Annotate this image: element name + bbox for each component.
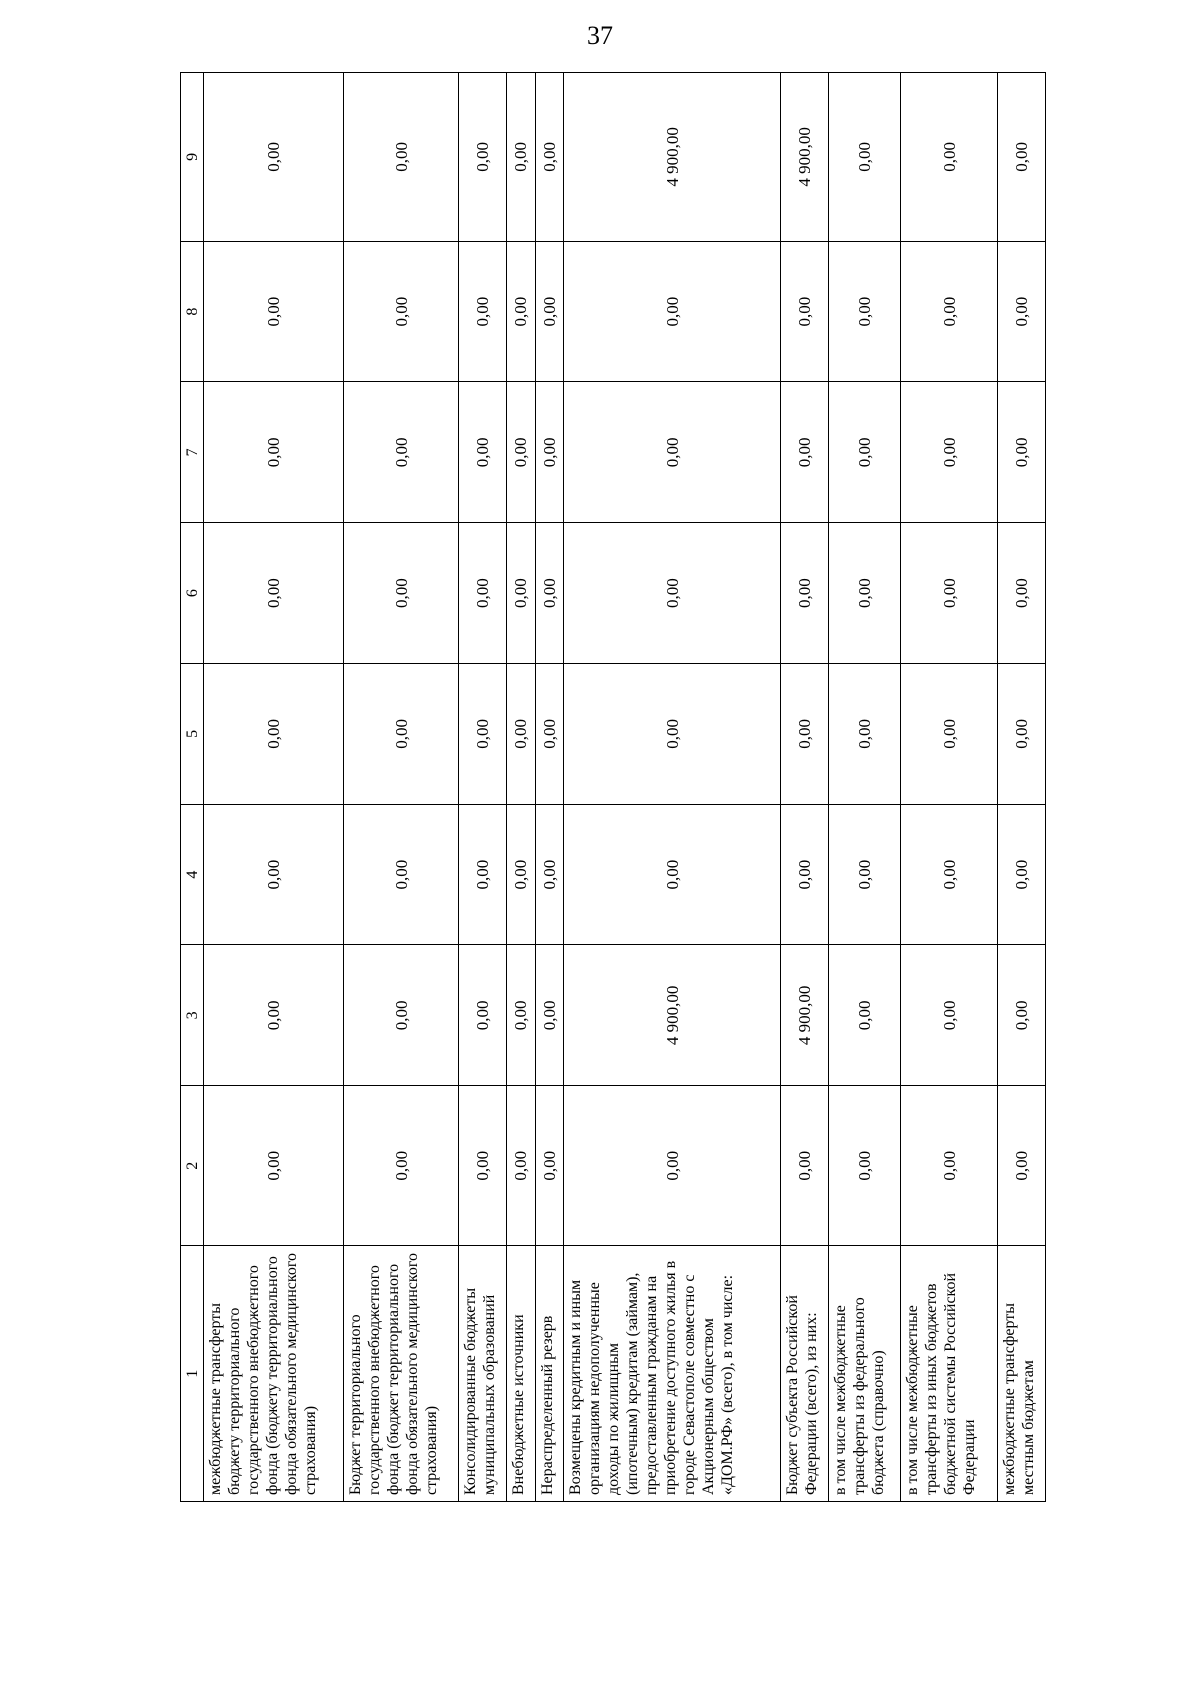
cell-value: 0,00 — [459, 241, 507, 382]
cell-value: 0,00 — [507, 523, 535, 664]
table-row — [997, 73, 1045, 1502]
cell-value: 0,00 — [829, 73, 901, 242]
cell-value: 0,00 — [507, 1086, 535, 1246]
cell-value: 0,00 — [535, 73, 563, 242]
cell-value: 0,00 — [997, 663, 1045, 804]
cell-value: 0,00 — [204, 241, 344, 382]
cell-value: 0,00 — [507, 382, 535, 523]
cell-value: 0,00 — [780, 663, 828, 804]
cell-value: 0,00 — [829, 663, 901, 804]
column-header: 1 — [181, 1246, 204, 1502]
row-label: Нераспределенный резерв — [535, 1246, 563, 1502]
cell-value: 0,00 — [829, 1086, 901, 1246]
cell-value: 0,00 — [997, 804, 1045, 945]
row-label: Внебюджетные источники — [507, 1246, 535, 1502]
cell-value: 0,00 — [507, 663, 535, 804]
cell-value: 0,00 — [204, 804, 344, 945]
column-header: 7 — [181, 382, 204, 523]
cell-value: 0,00 — [344, 945, 459, 1086]
cell-value: 0,00 — [780, 382, 828, 523]
cell-value: 0,00 — [459, 73, 507, 242]
table-row — [507, 73, 535, 1502]
column-header: 4 — [181, 804, 204, 945]
cell-value: 0,00 — [901, 804, 997, 945]
table-row — [535, 73, 563, 1502]
cell-value: 0,00 — [829, 945, 901, 1086]
row-label: в том числе межбюджетные трансферты из федерального бюджета (справочно) — [829, 1246, 901, 1502]
cell-value: 0,00 — [204, 945, 344, 1086]
table-row — [344, 73, 459, 1502]
cell-value: 4 900,00 — [780, 73, 828, 242]
cell-value: 0,00 — [535, 523, 563, 664]
page-number: 37 — [587, 21, 613, 50]
cell-value: 0,00 — [901, 663, 997, 804]
cell-value: 0,00 — [780, 804, 828, 945]
cell-value: 0,00 — [564, 382, 781, 523]
cell-value: 0,00 — [901, 945, 997, 1086]
cell-value: 0,00 — [204, 73, 344, 242]
cell-value: 0,00 — [564, 804, 781, 945]
cell-value: 4 900,00 — [564, 945, 781, 1086]
table-row — [204, 73, 344, 1502]
table-row — [829, 73, 901, 1502]
row-label: Бюджет субъекта Российской Федерации (всего), из них: — [780, 1246, 828, 1502]
cell-value: 0,00 — [459, 382, 507, 523]
table-row — [780, 73, 828, 1502]
cell-value: 0,00 — [344, 663, 459, 804]
table-row — [459, 73, 507, 1502]
cell-value: 0,00 — [564, 663, 781, 804]
column-header: 9 — [181, 73, 204, 242]
cell-value: 4 900,00 — [564, 73, 781, 242]
cell-value: 0,00 — [901, 382, 997, 523]
table-row — [901, 73, 997, 1502]
cell-value: 0,00 — [564, 241, 781, 382]
cell-value: 4 900,00 — [780, 945, 828, 1086]
budget-table-container — [180, 72, 1046, 1502]
cell-value: 0,00 — [459, 523, 507, 664]
cell-value: 0,00 — [829, 382, 901, 523]
cell-value: 0,00 — [535, 382, 563, 523]
cell-value: 0,00 — [344, 382, 459, 523]
row-label: в том числе межбюджетные трансферты из иных бюджетов бюджетной системы Российской Федерации — [901, 1246, 997, 1502]
cell-value: 0,00 — [507, 241, 535, 382]
cell-value: 0,00 — [901, 1086, 997, 1246]
cell-value: 0,00 — [459, 663, 507, 804]
cell-value: 0,00 — [535, 241, 563, 382]
cell-value: 0,00 — [507, 73, 535, 242]
cell-value: 0,00 — [997, 241, 1045, 382]
cell-value: 0,00 — [901, 241, 997, 382]
column-header: 2 — [181, 1086, 204, 1246]
cell-value: 0,00 — [459, 804, 507, 945]
cell-value: 0,00 — [780, 1086, 828, 1246]
cell-value: 0,00 — [344, 1086, 459, 1246]
cell-value: 0,00 — [459, 945, 507, 1086]
cell-value: 0,00 — [564, 1086, 781, 1246]
cell-value: 0,00 — [535, 663, 563, 804]
cell-value: 0,00 — [564, 523, 781, 664]
cell-value: 0,00 — [344, 73, 459, 242]
row-label: межбюджетные трансферты местным бюджетам — [997, 1246, 1045, 1502]
column-header: 8 — [181, 241, 204, 382]
column-header: 5 — [181, 663, 204, 804]
cell-value: 0,00 — [829, 804, 901, 945]
cell-value: 0,00 — [344, 241, 459, 382]
table-row — [564, 73, 781, 1502]
row-label: межбюджетные трансферты бюджету территориального государственного внебюджетного фонда (бюджету территориального фонда обязательного медицинского страхования) — [204, 1246, 344, 1502]
cell-value: 0,00 — [204, 663, 344, 804]
cell-value: 0,00 — [507, 945, 535, 1086]
column-header: 3 — [181, 945, 204, 1086]
row-label: Возмещены кредитным и иным организациям недополученные доходы по жилищным (ипотечным) кредитам (займам), предоставленным гражданам на приобретение доступного жилья в городе Севастополе совместно с Акционерным обществом «ДОМ.РФ» (всего), в том числе: — [564, 1246, 781, 1502]
cell-value: 0,00 — [901, 523, 997, 664]
column-header: 6 — [181, 523, 204, 664]
row-label: Консолидированные бюджеты муниципальных образований — [459, 1246, 507, 1502]
cell-value: 0,00 — [780, 523, 828, 664]
budget-table — [180, 72, 1046, 1502]
cell-value: 0,00 — [901, 73, 997, 242]
cell-value: 0,00 — [535, 804, 563, 945]
cell-value: 0,00 — [997, 945, 1045, 1086]
cell-value: 0,00 — [459, 1086, 507, 1246]
cell-value: 0,00 — [204, 1086, 344, 1246]
cell-value: 0,00 — [997, 523, 1045, 664]
cell-value: 0,00 — [997, 1086, 1045, 1246]
cell-value: 0,00 — [780, 241, 828, 382]
cell-value: 0,00 — [997, 382, 1045, 523]
cell-value: 0,00 — [507, 804, 535, 945]
cell-value: 0,00 — [344, 523, 459, 664]
cell-value: 0,00 — [997, 73, 1045, 242]
cell-value: 0,00 — [535, 1086, 563, 1246]
cell-value: 0,00 — [829, 241, 901, 382]
cell-value: 0,00 — [535, 945, 563, 1086]
cell-value: 0,00 — [204, 382, 344, 523]
cell-value: 0,00 — [204, 523, 344, 664]
header-row — [181, 73, 204, 1502]
cell-value: 0,00 — [829, 523, 901, 664]
row-label: Бюджет территориального государственного внебюджетного фонда (бюджет территориального фонда обязательного медицинского страхования) — [344, 1246, 459, 1502]
cell-value: 0,00 — [344, 804, 459, 945]
